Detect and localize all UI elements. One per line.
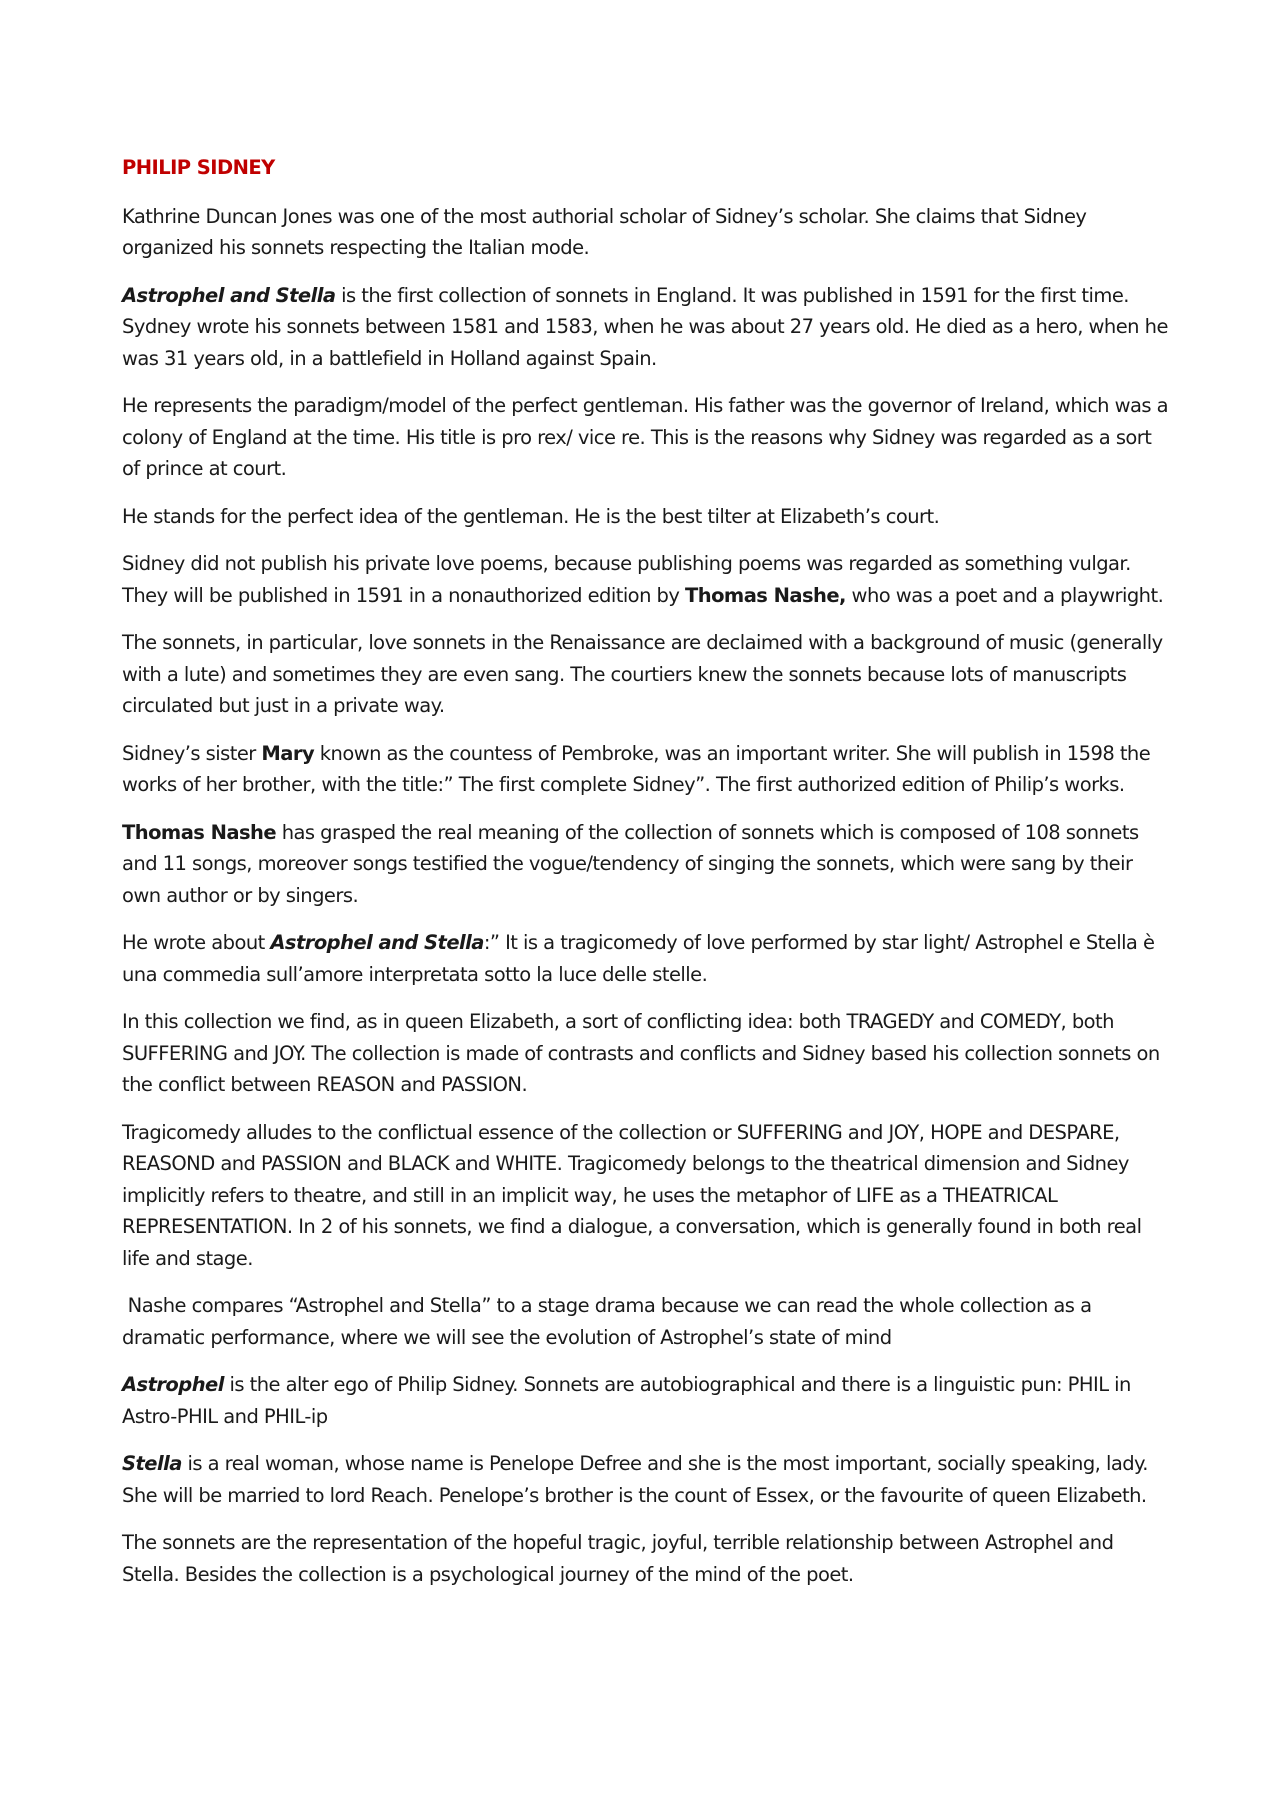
paragraph-2 <box>122 280 1172 375</box>
document-title: PHILIP SIDNEY <box>122 156 275 179</box>
name-emphasis: Mary <box>261 741 315 765</box>
paragraph-11: Tragicomedy alludes to the conflictual essence of the collection or SUFFERING and JOY, HOPE and DESPARE, REASOND and PASSION and BLACK and WHITE. Tragicomedy belongs to the theatrical dimension and Sidney implicitly refers to theatre, and still in an implicit way, he uses the metaphor of LIFE as a THEATRICAL REPRESENTATION. In 2 of his sonnets, we find a dialogue, a conversation, which is generally found in both real life and stage. <box>122 1120 1142 1270</box>
paragraph-7-text-a: Sidney’s sister <box>122 741 262 765</box>
paragraph-5 <box>122 548 1172 611</box>
paragraph-9-text-c: :” It is a tragicomedy of love performed by star light/ Astrophel e Stella è una commedia sull’amore interpretata sotto la luce delle stelle. <box>122 931 1155 986</box>
name-emphasis: Astrophel <box>122 1373 224 1396</box>
paragraph-13 <box>122 1369 1172 1432</box>
paragraph-15: The sonnets are the representation of the hopeful tragic, joyful, terrible relationship between Astrophel and Stella. Besides the collection is a psychological journey of the mind of the poet. <box>122 1531 1114 1586</box>
paragraph-13-text: is the alter ego of Philip Sidney. Sonnets are autobiographical and there is a linguistic pun: PHIL in Astro-PHIL and PHIL-ip <box>122 1373 1131 1428</box>
work-title-emphasis: Astrophel and Stella <box>270 931 484 954</box>
paragraph-4: He stands for the perfect idea of the gentleman. He is the best tilter at Elizabeth’s court. <box>122 504 940 528</box>
paragraph-1: Kathrine Duncan Jones was one of the most authorial scholar of Sidney’s scholar. She claims that Sidney organized his sonnets respecting the Italian mode. <box>122 204 1087 259</box>
name-emphasis: Thomas Nashe <box>122 820 277 844</box>
paragraph-7-text-c: known as the countess of Pembroke, was an important writer. She will publish in 1598 the works of her brother, with the title:” The first complete Sidney”. The first authorized edition of Philip’s works. <box>122 741 1151 796</box>
paragraph-9 <box>122 927 1172 990</box>
paragraph-9-text-a: He wrote about <box>122 931 271 954</box>
paragraph-6: The sonnets, in particular, love sonnets in the Renaissance are declaimed with a background of music (generally with a lute) and sometimes they are even sang. The courtiers knew the sonnets because lots of manuscripts circulated but just in a private way. <box>122 631 1163 717</box>
paragraph-3: He represents the paradigm/model of the perfect gentleman. His father was the governor of Ireland, which was a colony of England at the time. His title is pro rex/ vice re. This is the reasons why Sidney was regarded as a sort of prince at court. <box>122 394 1169 480</box>
work-title-emphasis: Astrophel and Stella <box>122 283 336 307</box>
paragraph-7 <box>122 738 1172 801</box>
paragraph-12: Nashe compares “Astrophel and Stella” to a stage drama because we can read the whole collection as a dramatic performance, where we will see the evolution of Astrophel’s state of mind <box>122 1294 1098 1349</box>
document-body <box>122 152 1172 1606</box>
paragraph-5-text-a: Sidney did not publish his private love poems, because publishing poems was regarded as something vulgar. They will be published in 1591 in a nonauthorized edition by <box>122 552 1131 607</box>
name-emphasis: Thomas Nashe, <box>685 583 846 607</box>
paragraph-8-text: has grasped the real meaning of the collection of sonnets which is composed of 108 sonnets and 11 songs, moreover songs testified the vogue/tendency of singing the sonnets, which were sang by their own author or by singers. <box>122 820 1139 907</box>
paragraph-14-text: is a real woman, whose name is Penelope Defree and she is the most important, socially speaking, lady. She will be married to lord Reach. Penelope’s brother is the count of Essex, or the favourite of queen Elizabeth. <box>122 1452 1148 1507</box>
paragraph-2-text: is the first collection of sonnets in England. It was published in 1591 for the first time. Sydney wrote his sonnets between 1581 and 1583, when he was about 27 years old. He died as a hero, when he was 31 years old, in a battlefield in Holland against Spain. <box>122 283 1168 370</box>
name-emphasis: Stella <box>122 1452 182 1475</box>
paragraph-5-text-c: who was a poet and a playwright. <box>845 583 1164 607</box>
paragraph-14 <box>122 1448 1172 1511</box>
paragraph-8 <box>122 817 1172 912</box>
paragraph-10: In this collection we find, as in queen Elizabeth, a sort of conflicting idea: both TRAGEDY and COMEDY, both SUFFERING and JOY. The collection is made of contrasts and conflicts and Sidney based his collection sonnets on the conflict between REASON and PASSION. <box>122 1010 1160 1096</box>
